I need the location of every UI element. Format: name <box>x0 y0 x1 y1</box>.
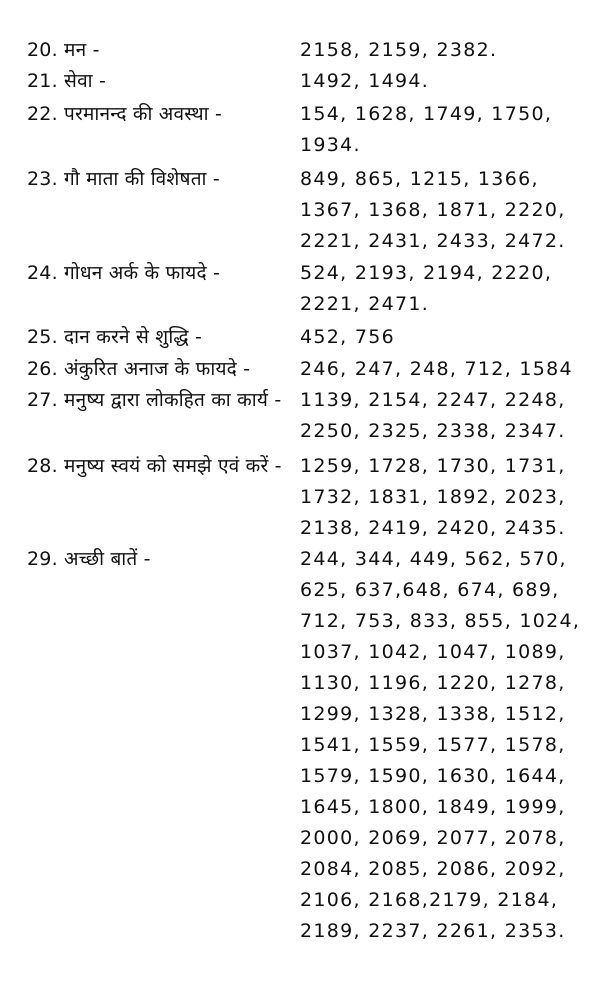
entry-label: 24. गोधन अर्क के फायदे - <box>27 262 221 284</box>
entry-references <box>300 258 590 320</box>
reference-line: 625, 637,648, 674, 689, <box>300 579 560 601</box>
reference-line: 1130, 1196, 1220, 1278, <box>300 672 566 694</box>
entry-references <box>300 451 590 544</box>
entry-references <box>300 385 590 447</box>
reference-line: 154, 1628, 1749, 1750, <box>300 103 553 125</box>
entry-references <box>300 99 590 161</box>
reference-line: 1579, 1590, 1630, 1644, <box>300 765 566 787</box>
reference-line: 452, 756 <box>300 326 396 348</box>
reference-line: 2084, 2085, 2086, 2092, <box>300 858 566 880</box>
entry-label: 26. अंकुरित अनाज के फायदे - <box>27 358 251 380</box>
entry-references <box>300 544 590 947</box>
entry-label: 22. परमानन्द की अवस्था - <box>27 103 223 125</box>
reference-line: 2138, 2419, 2420, 2435. <box>300 517 566 539</box>
reference-line: 2189, 2237, 2261, 2353. <box>300 920 566 942</box>
reference-line: 2250, 2325, 2338, 2347. <box>300 420 566 442</box>
reference-line: 1541, 1559, 1577, 1578, <box>300 734 566 756</box>
reference-line: 2000, 2069, 2077, 2078, <box>300 827 566 849</box>
entry-label: 29. अच्छी बातें - <box>27 548 151 570</box>
reference-line: 1732, 1831, 1892, 2023, <box>300 486 566 508</box>
reference-line: 2221, 2471. <box>300 293 430 315</box>
entry-references <box>300 35 590 66</box>
reference-line: 1492, 1494. <box>300 70 430 92</box>
entry-references <box>300 354 590 385</box>
reference-line: 1259, 1728, 1730, 1731, <box>300 455 566 477</box>
entry-label: 21. सेवा - <box>27 70 107 92</box>
reference-line: 524, 2193, 2194, 2220, <box>300 262 553 284</box>
reference-line: 2221, 2431, 2433, 2472. <box>300 230 566 252</box>
reference-line: 1645, 1800, 1849, 1999, <box>300 796 566 818</box>
entry-label: 27. मनुष्य द्वारा लोकहित का कार्य - <box>27 389 282 411</box>
reference-line: 1037, 1042, 1047, 1089, <box>300 641 566 663</box>
entry-references <box>300 164 590 257</box>
reference-line: 1367, 1368, 1871, 2220, <box>300 199 566 221</box>
entry-label: 28. मनुष्य स्वयं को समझे एवं करें - <box>27 455 282 477</box>
reference-line: 246, 247, 248, 712, 1584 <box>300 358 573 380</box>
entry-label: 20. मन - <box>27 39 100 61</box>
reference-line: 2106, 2168,2179, 2184, <box>300 889 559 911</box>
reference-line: 2158, 2159, 2382. <box>300 39 498 61</box>
reference-line: 244, 344, 449, 562, 570, <box>300 548 567 570</box>
entry-references <box>300 322 590 353</box>
reference-line: 712, 753, 833, 855, 1024, <box>300 610 581 632</box>
reference-line: 1139, 2154, 2247, 2248, <box>300 389 566 411</box>
reference-line: 1934. <box>300 134 361 156</box>
entry-label: 23. गौ माता की विशेषता - <box>27 168 220 190</box>
reference-line: 1299, 1328, 1338, 1512, <box>300 703 566 725</box>
entry-label: 25. दान करने से शुद्धि - <box>27 326 202 348</box>
entry-references <box>300 66 590 97</box>
reference-line: 849, 865, 1215, 1366, <box>300 168 539 190</box>
